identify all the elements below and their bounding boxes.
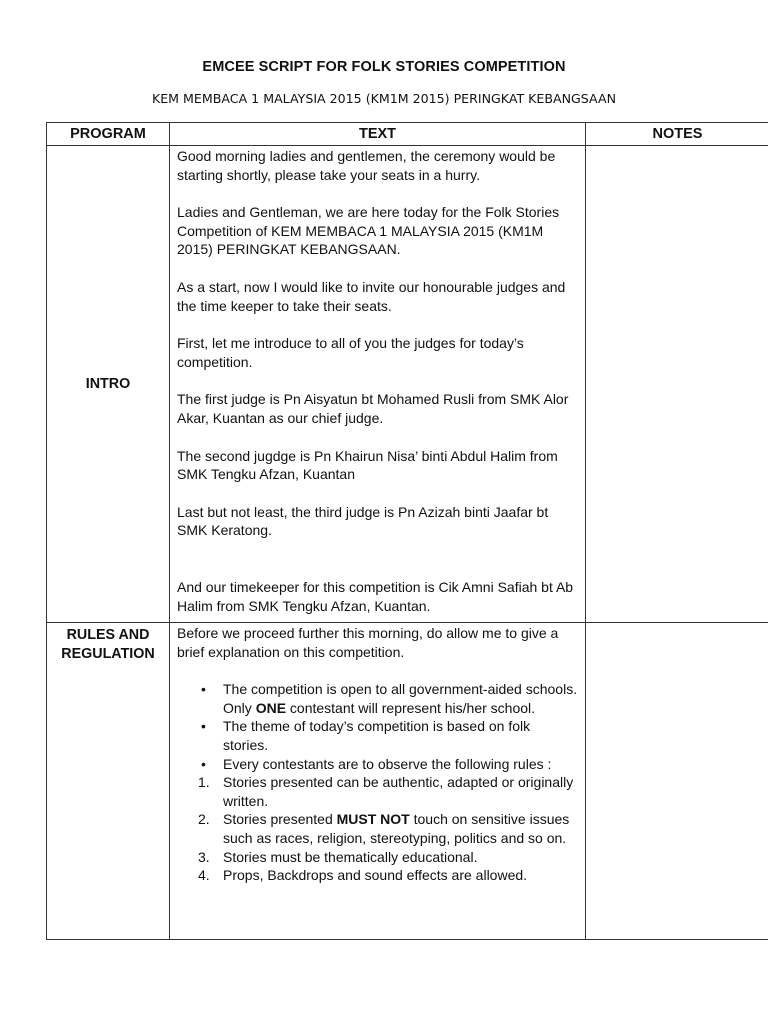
table-row-intro — [47, 146, 768, 623]
list-item: 3. Stories must be thematically educational. — [198, 848, 478, 865]
program-label-line: REGULATION — [61, 646, 155, 662]
column-header-notes: NOTES — [586, 123, 768, 146]
program-label-line: RULES AND — [66, 627, 150, 643]
list-item: 2. Stories presented MUST NOT touch on sensitive issues such as races, religion, stereotyping, politics and so on. — [198, 811, 570, 846]
column-header-program: PROGRAM — [47, 123, 170, 146]
program-cell-rules — [47, 623, 170, 940]
script-table — [46, 122, 768, 940]
intro-paragraph: Ladies and Gentleman, we are here today for the Folk Stories Competition of KEM MEMBACA 1 MALAYSIA 2015 (KM1M 2015) PERINGKAT KEBANGSAAN. — [177, 204, 560, 258]
notes-cell-rules — [586, 623, 768, 940]
list-item: 4. Props, Backdrops and sound effects are allowed. — [198, 867, 528, 884]
table-row-rules — [47, 623, 768, 940]
bullet-icon: • — [201, 681, 206, 698]
rules-numbered-list — [177, 773, 579, 885]
intro-paragraph: The first judge is Pn Aisyatun bt Mohamed Rusli from SMK Alor Akar, Kuantan as our chief judge. — [177, 391, 569, 426]
list-item: • The competition is open to all government-aided schools. Only ONE contestant will represent his/her school. — [201, 681, 578, 716]
page-title: EMCEE SCRIPT FOR FOLK STORIES COMPETITION — [202, 59, 566, 75]
rules-lead-paragraph: Before we proceed further this morning, do allow me to give a brief explanation on this competition. — [177, 625, 559, 660]
text-cell-intro — [170, 146, 586, 623]
list-item: • Every contestants are to observe the following rules : — [201, 755, 552, 772]
notes-cell-intro — [586, 146, 768, 623]
page-subtitle: KEM MEMBACA 1 MALAYSIA 2015 (KM1M 2015) PERINGKAT KEBANGSAAN — [151, 91, 617, 106]
intro-paragraph: Last but not least, the third judge is Pn Azizah binti Jaafar bt SMK Keratong. — [177, 503, 549, 539]
bullet-icon: • — [201, 718, 206, 735]
list-item: • The theme of today’s competition is based on folk stories. — [201, 718, 531, 753]
intro-paragraph: As a start, now I would like to invite our honourable judges and the time keeper to take their seats. — [177, 278, 566, 314]
program-cell-intro: INTRO — [47, 146, 170, 623]
rules-bullet-list — [177, 680, 579, 773]
column-header-text: TEXT — [170, 123, 586, 146]
bullet-icon: • — [201, 755, 206, 772]
table-header-row — [47, 123, 768, 146]
text-cell-rules — [170, 623, 586, 940]
intro-paragraph: And our timekeeper for this competition is Cik Amni Safiah bt Ab Halim from SMK Tengku Afzan, Kuantan. — [177, 578, 574, 614]
list-item: 1. Stories presented can be authentic, adapted or originally written. — [198, 774, 574, 809]
intro-paragraph: The second jugdge is Pn Khairun Nisa’ binti Abdul Halim from SMK Tengku Afzan, Kuantan — [177, 447, 558, 483]
intro-paragraph: Good morning ladies and gentlemen, the ceremony would be starting shortly, please take your seats in a hurry. — [177, 148, 556, 183]
intro-paragraph: First, let me introduce to all of you the judges for today’s competition. — [177, 335, 524, 370]
